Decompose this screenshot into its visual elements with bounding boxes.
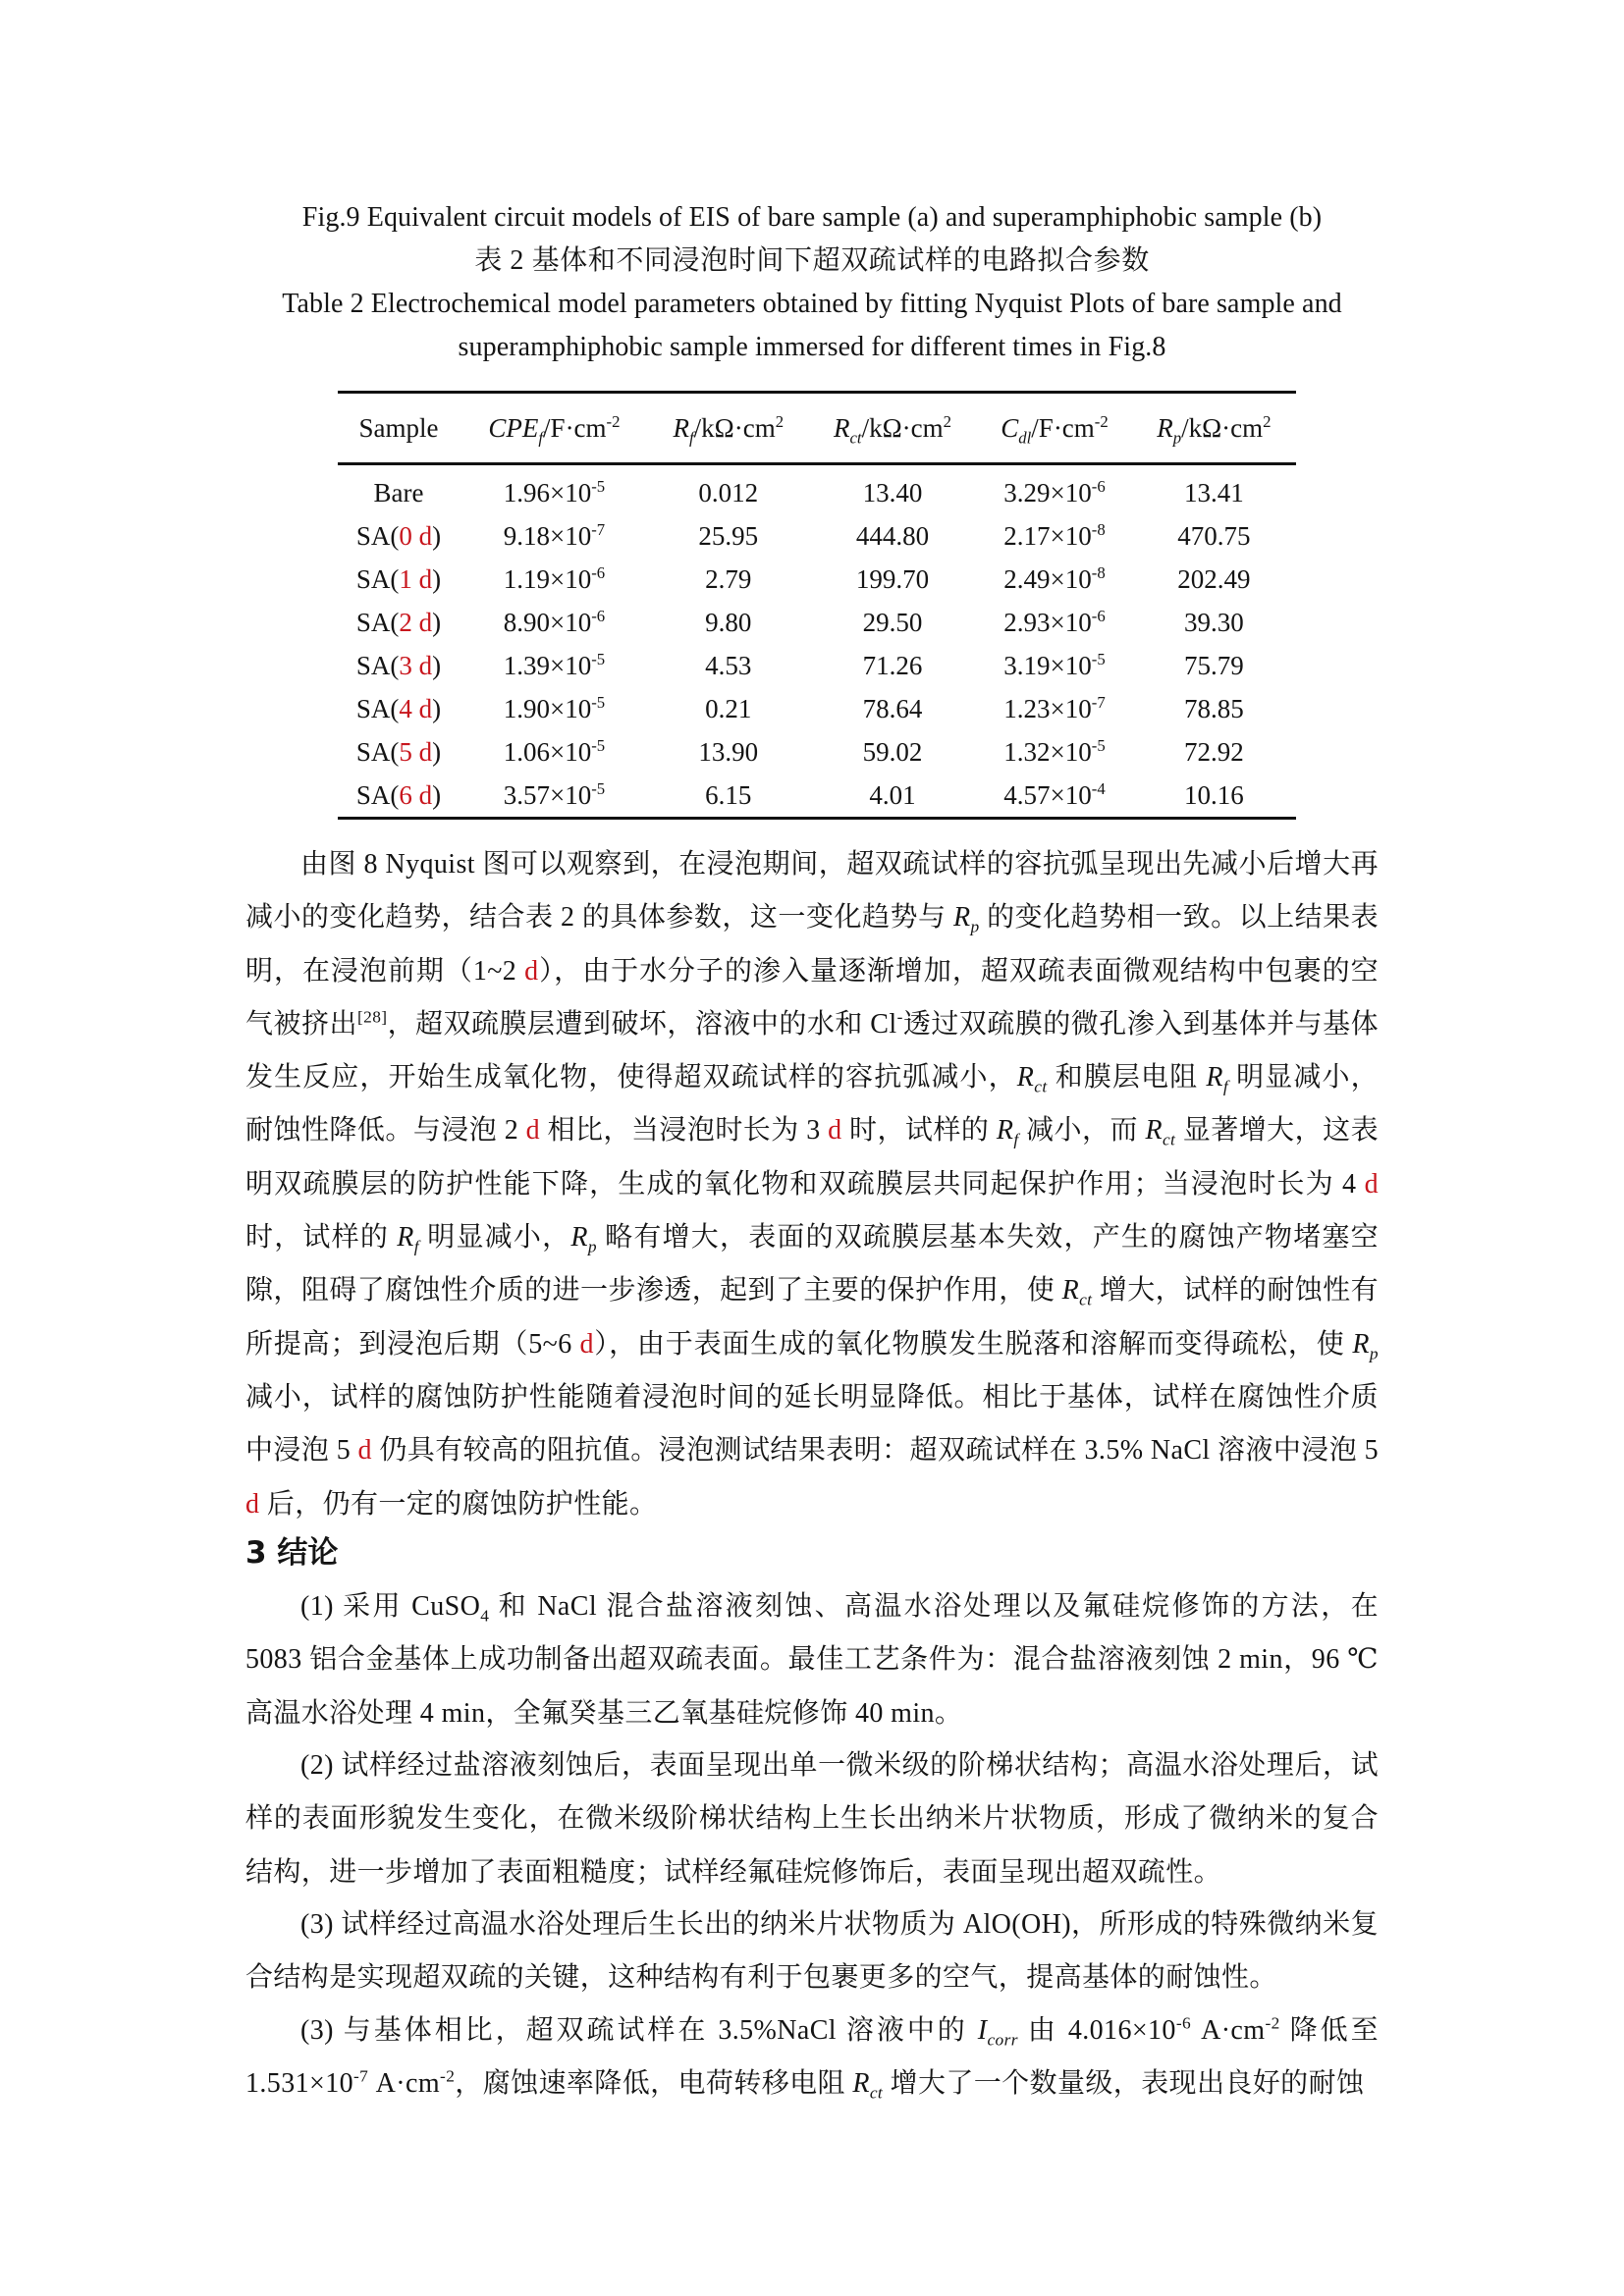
table-caption-english-line2: superamphiphobic sample immersed for different times in Fig.8 [458,332,1166,362]
cell-cdl: $1.23\times 10^{-7}$ [1003,692,1106,723]
cell-cpe: $1.90\times 10^{-5}$ [503,692,606,723]
cell-sample: SA(5 d) [355,736,442,767]
cell-sample: Bare [373,477,424,507]
cell-cdl: $4.57\times 10^{-4}$ [1003,778,1106,810]
cell-rp: 78.85 [1183,693,1244,723]
cell-rf: 4.53 [705,650,752,680]
cell-cdl: $2.93\times 10^{-6}$ [1003,606,1106,637]
cell-sample: SA(6 d) [355,779,442,810]
cell-rf: 13.90 [698,736,759,767]
header-sample: Sample [358,412,439,443]
cell-cpe: $1.19\times 10^{-6}$ [503,562,606,594]
cell-rp: 202.49 [1177,563,1251,594]
table-header-row [338,393,1296,464]
cell-cdl: $3.19\times 10^{-5}$ [1003,649,1106,680]
table-row [338,558,1296,601]
conclusion-4: (3) 与基体相比，超双疏试样在 3.5%NaCl 溶液中的 $I_{corr}$ 由 $4.016\times 10^{-6}$ $A\cdot cm^{-2}$ 降低至 $1.531\times 10^{-7}$ $A\cdot cm^{-2}$，腐蚀速率降低，电荷转移电阻 $R_{ct}$ 增大了一个数量级，表现出良好的耐蚀 [245,2013,1379,2103]
header-rp: $R_p/k\Omega\cdot cm^2$ [1157,411,1272,447]
table-caption-chinese: 表 2 基体和不同浸泡时间下超双疏试样的电路拟合参数 [474,245,1150,276]
cell-rct: 199.70 [855,563,930,594]
cell-cpe: $1.06\times 10^{-5}$ [503,735,606,767]
cell-rp: 75.79 [1183,650,1244,680]
table-row [338,687,1296,730]
table-caption-english: Table 2 Electrochemical model parameters obtained by fitting Nyquist Plots of bare sample and [282,289,1342,319]
cell-rf: 0.21 [705,693,752,723]
cell-cpe: $1.39\times 10^{-5}$ [503,649,606,680]
cell-rp: 72.92 [1183,736,1244,767]
section-heading: 3 结论 [245,1535,339,1571]
cell-sample: SA(0 d) [355,520,442,551]
cell-sample: SA(1 d) [355,563,442,594]
cell-rp: 470.75 [1177,520,1251,551]
cell-rct: 71.26 [862,650,923,680]
cell-rct: 59.02 [862,736,923,767]
header-rct: $R_{ct}/k\Omega\cdot cm^2$ [834,411,951,447]
cell-cpe: $1.96\times 10^{-5}$ [503,476,606,507]
cell-rct: 444.80 [855,520,930,551]
cell-rct: 78.64 [862,693,923,723]
cell-sample: SA(2 d) [355,607,442,637]
cell-cdl: $3.29\times 10^{-6}$ [1003,476,1106,507]
cell-rf: 2.79 [705,563,752,594]
cell-rct: 13.40 [862,477,923,507]
cell-cdl: $1.32\times 10^{-5}$ [1003,735,1106,767]
body-paragraph: 由图 8 Nyquist 图可以观察到，在浸泡期间，超双疏试样的容抗弧呈现出先减小后增大再减小的变化趋势，结合表 2 的具体参数，这一变化趋势与 $R_p$ 的变化趋势相一致。以上结果表明，在浸泡前期（1~2 d），由于水分子的渗入量逐渐增加，超双疏表面微观结构中包裹的空气被挤出[28]，超双疏膜层遭到破坏，溶液中的水和 Cl-透过双疏膜的微孔渗入到基体并与基体发生反应，开始生成氧化物，使得超双疏试样的容抗弧减小，$R_{ct}$ 和膜层电阻 $R_f$ 明显减小，耐蚀性降低。与浸泡 2 d 相比，当浸泡时长为 3 d 时，试样的 $R_f$ 减小，而 $R_{ct}$ 显著增大，这表明双疏膜层的防护性能下降，生成的氧化物和双疏膜层共同起保护作用；当浸泡时长为 4 d 时，试样的 $R_f$ 明显减小，$R_p$ 略有增大，表面的双疏膜层基本失效，产生的腐蚀产物堵塞空隙，阻碍了腐蚀性介质的进一步渗透，起到了主要的保护作用，使 $R_{ct}$ 增大，试样的耐蚀性有所提高；到浸泡后期（5~6 d），由于表面生成的氧化物膜发生脱落和溶解而变得疏松，使 $R_p$ 减小，试样的腐蚀防护性能随着浸泡时间的延长明显降低。相比于基体，试样在腐蚀性介质中浸泡 5 d 仍具有较高的阻抗值。浸泡测试结果表明：超双疏试样在 3.5% NaCl 溶液中浸泡 5 d 后，仍有一定的腐蚀防护性能。 [245,849,1380,1520]
conclusion-3: (3) 试样经过高温水浴处理后生长出的纳米片状物质为 AlO(OH)，所形成的特殊微纳米复合结构是实现超双疏的关键，这种结构有利于包裹更多的空气，提高基体的耐蚀性。 [245,1909,1379,1994]
parameter-table [338,391,1296,820]
header-cpe: $CPE_f/F\cdot cm^{-2}$ [488,411,621,447]
header-cdl: $C_{dl}/F\cdot cm^{-2}$ [1001,411,1109,447]
table-row [338,730,1296,774]
cell-cpe: $3.57\times 10^{-5}$ [503,778,606,810]
conclusion-1: (1) 采用 CuSO$_4$ 和 NaCl 混合盐溶液刻蚀、高温水浴处理以及氟硅烷修饰的方法，在 5083 铝合金基体上成功制备出超双疏表面。最佳工艺条件为：混合盐溶液刻蚀 2 min，96 ℃ 高温水浴处理 4 min，全氟癸基三乙氧基硅烷修饰 40 min。 [245,1591,1379,1729]
cell-rf: 25.95 [698,520,759,551]
cell-rp: 10.16 [1183,779,1244,810]
cell-rp: 13.41 [1183,477,1244,507]
cell-cpe: $8.90\times 10^{-6}$ [503,606,606,637]
cell-rct: 29.50 [862,607,923,637]
cell-sample: SA(3 d) [355,650,442,680]
cell-sample: SA(4 d) [355,693,442,723]
cell-rp: 39.30 [1183,607,1244,637]
table-row [338,464,1296,515]
cell-rf: 9.80 [705,607,752,637]
cell-rf: 6.15 [705,779,752,810]
cell-cdl: $2.17\times 10^{-8}$ [1003,519,1106,551]
cell-cpe: $9.18\times 10^{-7}$ [503,519,606,551]
table-row [338,644,1296,687]
header-rf: $R_f/k\Omega\cdot cm^2$ [673,411,785,447]
cell-rf: 0.012 [698,477,759,507]
cell-cdl: $2.49\times 10^{-8}$ [1003,562,1106,594]
table-row [338,514,1296,558]
conclusion-2: (2) 试样经过盐溶液刻蚀后，表面呈现出单一微米级的阶梯状结构；高温水浴处理后，试样的表面形貌发生变化，在微米级阶梯状结构上生长出纳米片状物质，形成了微纳米的复合结构，进一步增加了表面粗糙度；试样经氟硅烷修饰后，表面呈现出超双疏性。 [245,1750,1379,1888]
table-row [338,601,1296,644]
cell-rct: 4.01 [869,779,916,810]
figure-caption: Fig.9 Equivalent circuit models of EIS of bare sample (a) and superamphiphobic sample (b) [301,202,1323,233]
table-row [338,774,1296,819]
